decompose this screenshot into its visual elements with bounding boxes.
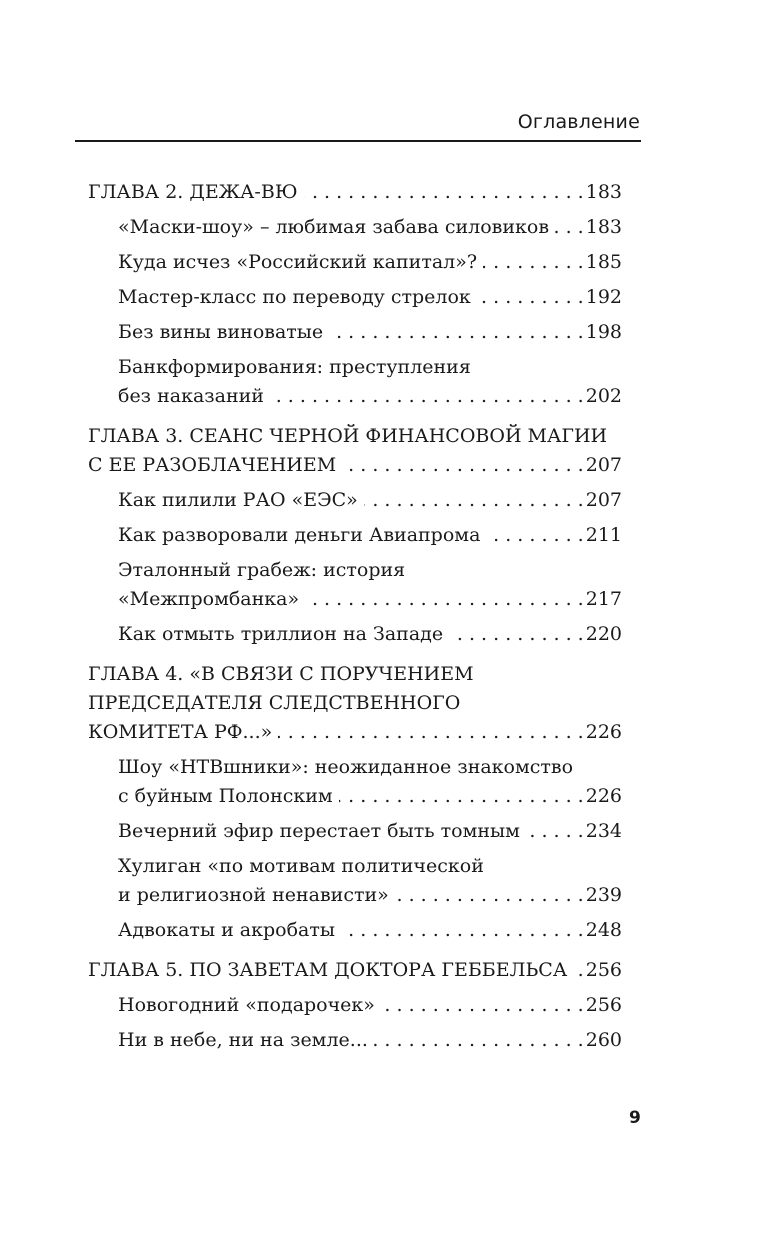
toc-entry-title-line: «Маски-шоу» – любимая забава силовиков bbox=[118, 216, 550, 238]
toc-entry-row bbox=[88, 718, 622, 747]
dot-leader bbox=[381, 991, 584, 1020]
toc-entry-title-line: Куда исчез «Российский капитал»? bbox=[118, 251, 478, 273]
toc-section-entry[interactable] bbox=[88, 521, 622, 550]
toc-page-number: 239 bbox=[585, 884, 622, 906]
toc-section-entry[interactable] bbox=[88, 213, 622, 242]
toc-page-number: 207 bbox=[585, 489, 622, 511]
toc-entry-title-line: Вечерний эфир перестает быть томным bbox=[118, 820, 520, 842]
dot-leader bbox=[477, 283, 584, 312]
toc-section-entry[interactable] bbox=[88, 486, 622, 515]
toc-page-number: 183 bbox=[585, 181, 622, 203]
dot-leader bbox=[305, 585, 584, 614]
toc-entry-title-line: Без вины виноватые bbox=[118, 321, 324, 343]
dot-leader bbox=[483, 248, 584, 277]
toc-entry-title-line: Ни в небе, ни на земле... bbox=[118, 1029, 368, 1051]
toc-section-entry[interactable] bbox=[88, 1026, 622, 1055]
dot-leader bbox=[555, 213, 584, 242]
running-header-title: Оглавление bbox=[517, 111, 640, 133]
header-rule bbox=[75, 140, 641, 142]
toc-entry-title-line: КОМИТЕТА РФ...» bbox=[88, 721, 273, 743]
toc-entry-row bbox=[118, 486, 622, 515]
toc-entry-row bbox=[118, 991, 622, 1020]
toc-entry-title-line: Шоу «НТВшники»: неожиданное знакомство bbox=[118, 756, 574, 778]
toc-entry-row bbox=[118, 916, 622, 945]
toc-page-number: 234 bbox=[585, 820, 622, 842]
toc-entry-row bbox=[118, 248, 622, 277]
toc-page-number: 192 bbox=[585, 286, 622, 308]
dot-leader bbox=[339, 782, 584, 811]
toc-entry-row bbox=[118, 782, 622, 811]
toc-entry-title-line: Как разворовали деньги Авиапрома bbox=[118, 524, 481, 546]
toc-entry-title-line: ГЛАВА 4. «В СВЯЗИ С ПОРУЧЕНИЕМ bbox=[88, 663, 474, 685]
dot-leader bbox=[329, 318, 584, 347]
dot-leader bbox=[270, 382, 584, 411]
toc-entry-title-line: Хулиган «по мотивам политической bbox=[118, 855, 484, 877]
toc-entry-row bbox=[88, 451, 622, 480]
toc-entry-title-line: с буйным Полонским bbox=[118, 785, 333, 807]
toc-chapter-entry[interactable] bbox=[88, 660, 622, 747]
toc-entry-row bbox=[88, 178, 622, 207]
toc-page-number: 226 bbox=[585, 785, 622, 807]
toc-page-number: 202 bbox=[585, 385, 622, 407]
toc-entry-title-line: ПРЕДСЕДАТЕЛЯ СЛЕДСТВЕННОГО bbox=[88, 692, 461, 714]
dot-leader bbox=[304, 178, 584, 207]
toc-chapter-entry[interactable] bbox=[88, 956, 622, 985]
table-of-contents bbox=[88, 178, 622, 1055]
toc-page-number: 217 bbox=[585, 588, 622, 610]
toc-page-number: 211 bbox=[585, 524, 622, 546]
dot-leader bbox=[449, 620, 584, 649]
toc-section-entry[interactable] bbox=[88, 753, 622, 811]
toc-section-entry[interactable] bbox=[88, 991, 622, 1020]
toc-entry-row bbox=[118, 881, 622, 910]
toc-page-number: 198 bbox=[585, 321, 622, 343]
toc-page-number: 183 bbox=[585, 216, 622, 238]
toc-entry-row bbox=[118, 817, 622, 846]
toc-section-entry[interactable] bbox=[88, 817, 622, 846]
toc-entry-title-line: ГЛАВА 5. ПО ЗАВЕТАМ ДОКТОРА ГЕББЕЛЬСА bbox=[88, 959, 568, 981]
toc-section-entry[interactable] bbox=[88, 318, 622, 347]
dot-leader bbox=[342, 451, 584, 480]
toc-section-entry[interactable] bbox=[88, 248, 622, 277]
toc-entry-title-line: С ЕЕ РАЗОБЛАЧЕНИЕМ bbox=[88, 454, 337, 476]
page-number: 9 bbox=[629, 1108, 641, 1128]
dot-leader bbox=[486, 521, 583, 550]
toc-section-entry[interactable] bbox=[88, 353, 622, 411]
toc-entry-title-line: Как пилили РАО «ЕЭС» bbox=[118, 489, 358, 511]
toc-entry-title-line: Банкформирования: преступления bbox=[118, 356, 471, 378]
dot-leader bbox=[374, 1026, 584, 1055]
toc-entry-title-line: «Межпромбанка» bbox=[118, 588, 300, 610]
dot-leader bbox=[278, 718, 583, 747]
toc-entry-row bbox=[118, 1026, 622, 1055]
toc-page-number: 256 bbox=[585, 959, 622, 981]
toc-page-number: 260 bbox=[585, 1029, 622, 1051]
dot-leader bbox=[341, 916, 584, 945]
toc-entry-row bbox=[118, 585, 622, 614]
toc-page-number: 248 bbox=[585, 919, 622, 941]
toc-entry-row bbox=[88, 956, 622, 985]
dot-leader bbox=[395, 881, 584, 910]
toc-chapter-entry[interactable] bbox=[88, 422, 622, 480]
toc-entry-title-line: ГЛАВА 2. ДЕЖА-ВЮ bbox=[88, 181, 298, 203]
toc-entry-title-line: Эталонный грабеж: история bbox=[118, 559, 406, 581]
toc-entry-title-line: ГЛАВА 3. СЕАНС ЧЕРНОЙ ФИНАНСОВОЙ МАГИИ bbox=[88, 425, 608, 447]
toc-entry-title-line: Как отмыть триллион на Западе bbox=[118, 623, 444, 645]
dot-leader bbox=[573, 956, 584, 985]
toc-entry-row bbox=[118, 521, 622, 550]
toc-entry-title-line: Мастер-класс по переводу стрелок bbox=[118, 286, 471, 308]
toc-section-entry[interactable] bbox=[88, 283, 622, 312]
dot-leader bbox=[526, 817, 584, 846]
toc-entry-row bbox=[118, 620, 622, 649]
toc-entry-row bbox=[118, 213, 622, 242]
toc-entry-title-line: и религиозной ненависти» bbox=[118, 884, 389, 906]
toc-page-number: 220 bbox=[585, 623, 622, 645]
toc-entry-row bbox=[118, 318, 622, 347]
toc-page-number: 185 bbox=[585, 251, 622, 273]
toc-section-entry[interactable] bbox=[88, 852, 622, 910]
toc-section-entry[interactable] bbox=[88, 556, 622, 614]
toc-section-entry[interactable] bbox=[88, 916, 622, 945]
toc-entry-title-line: без наказаний bbox=[118, 385, 264, 407]
toc-page-number: 207 bbox=[585, 454, 622, 476]
toc-entry-row bbox=[118, 382, 622, 411]
toc-entry-title-line: Адвокаты и акробаты bbox=[118, 919, 336, 941]
toc-page-number: 256 bbox=[585, 994, 622, 1016]
dot-leader bbox=[364, 486, 584, 515]
toc-chapter-entry[interactable] bbox=[88, 178, 622, 207]
toc-entry-row bbox=[118, 283, 622, 312]
toc-entry-title-line: Новогодний «подарочек» bbox=[118, 994, 375, 1016]
toc-page-number: 226 bbox=[585, 721, 622, 743]
toc-section-entry[interactable] bbox=[88, 620, 622, 649]
